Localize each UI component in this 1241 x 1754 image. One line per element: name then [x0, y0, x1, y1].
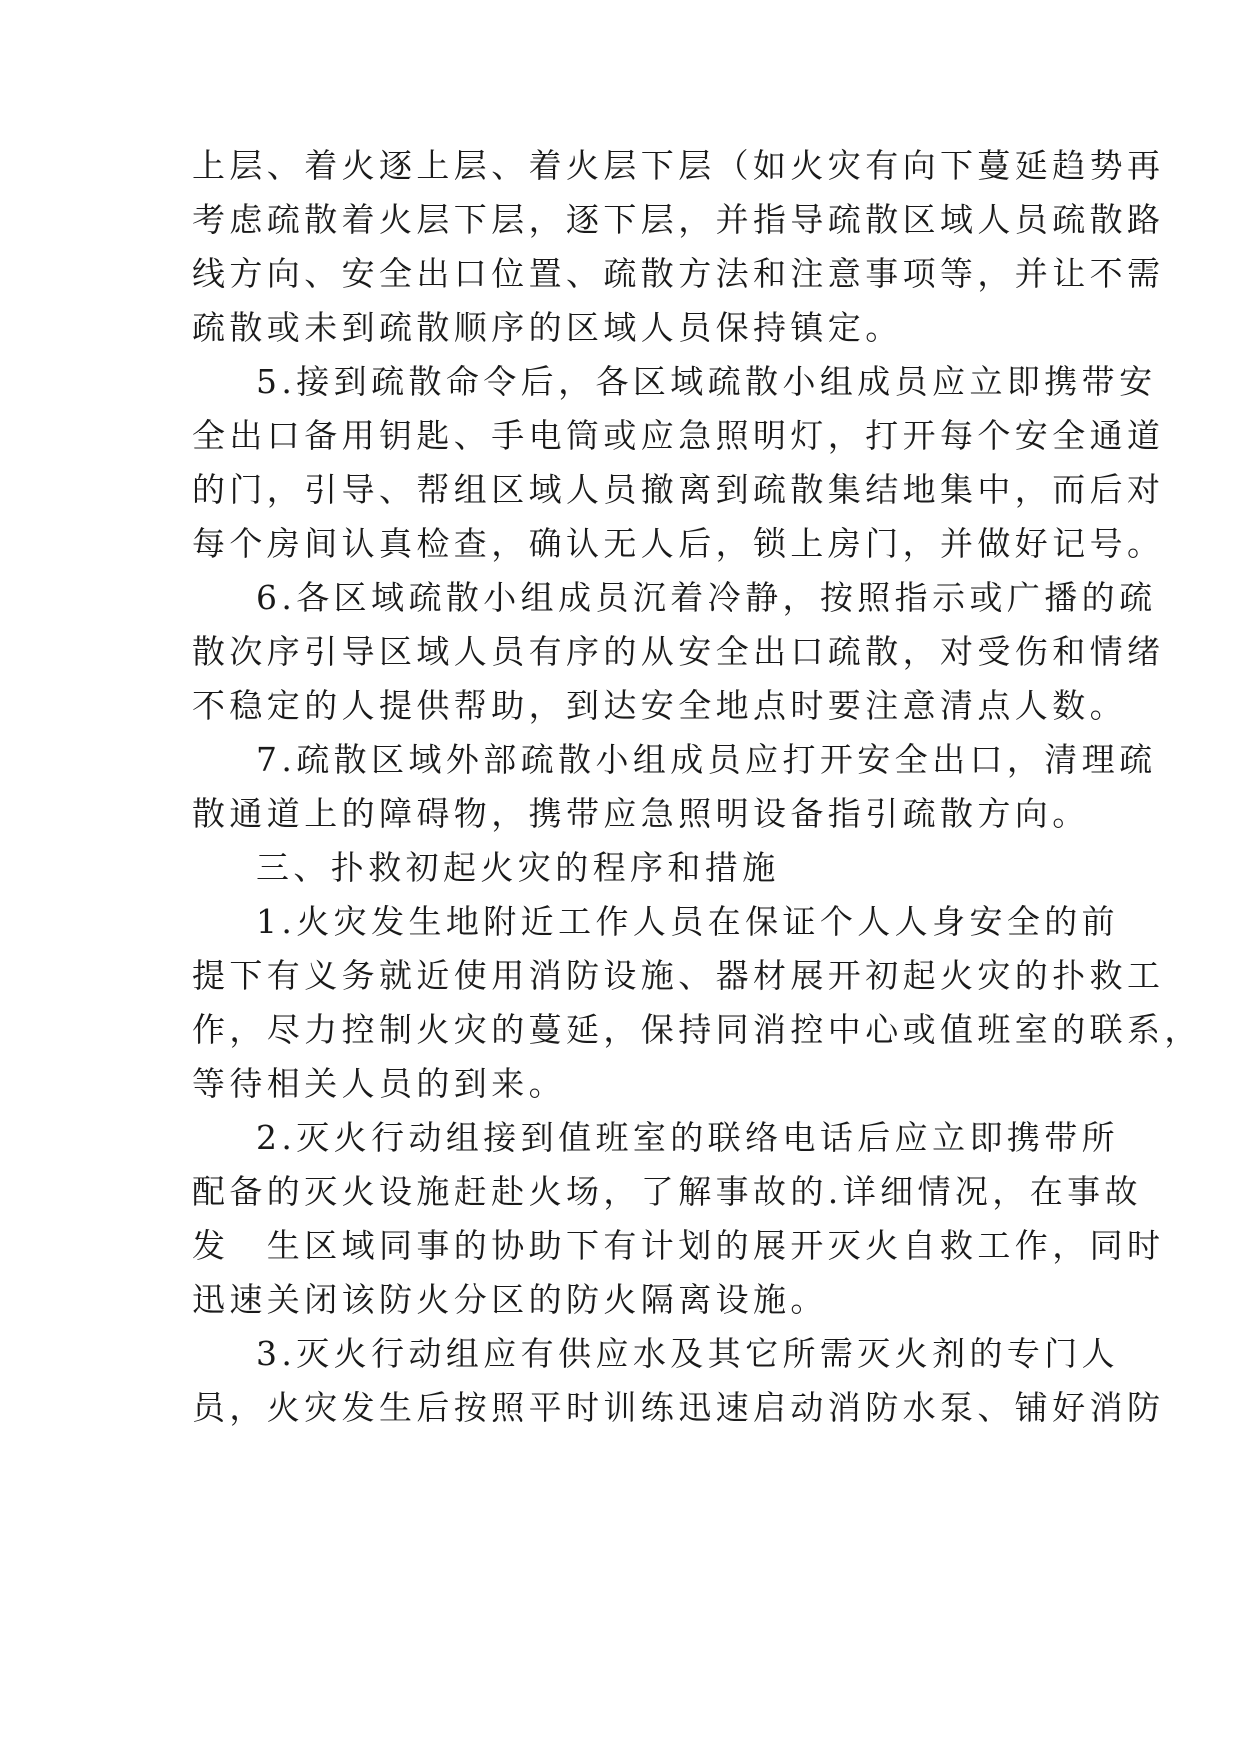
text-line: 散次序引导区域人员有序的从安全出口疏散，对受伤和情绪 [192, 632, 1165, 671]
text-line: 作，尽力控制火灾的蔓延，保持同消控中心或值班室的联系， [192, 1010, 1202, 1049]
paragraph-start: 3.灭火行动组应有供应水及其它所需灭火剂的专门人 [256, 1334, 1120, 1373]
text-line: 发 生区域同事的协助下有计划的展开灭火自救工作，同时 [192, 1226, 1165, 1265]
text-line: 员，火灾发生后按照平时训练迅速启动消防水泵、铺好消防 [192, 1388, 1165, 1427]
text-line: 等待相关人员的到来。 [192, 1064, 566, 1103]
text-line: 散通道上的障碍物，携带应急照明设备指引疏散方向。 [192, 794, 1090, 833]
text-line: 每个房间认真检查，确认无人后，锁上房门，并做好记号。 [192, 524, 1165, 563]
text-line: 配备的灭火设施赶赴火场，了解事故的.详细情况，在事故 [192, 1172, 1142, 1211]
paragraph-start: 7.疏散区域外部疏散小组成员应打开安全出口，清理疏 [256, 740, 1157, 779]
text-line: 全出口备用钥匙、手电筒或应急照明灯，打开每个安全通道 [192, 416, 1165, 455]
paragraph-start: 2.灭火行动组接到值班室的联络电话后应立即携带所 [256, 1118, 1120, 1157]
text-line: 提下有义务就近使用消防设施、器材展开初起火灾的扑救工 [192, 956, 1165, 995]
text-line: 迅速关闭该防火分区的防火隔离设施。 [192, 1280, 828, 1319]
text-line: 疏散或未到疏散顺序的区域人员保持镇定。 [192, 308, 903, 347]
section-heading: 三、扑救初起火灾的程序和措施 [256, 848, 780, 887]
paragraph-start: 1.火灾发生地附近工作人员在保证个人人身安全的前 [256, 902, 1120, 941]
text-line: 的门，引导、帮组区域人员撤离到疏散集结地集中，而后对 [192, 470, 1165, 509]
paragraph-start: 6.各区域疏散小组成员沉着冷静，按照指示或广播的疏 [256, 578, 1157, 617]
text-line: 不稳定的人提供帮助，到达安全地点时要注意清点人数。 [192, 686, 1127, 725]
text-line: 考虑疏散着火层下层，逐下层，并指导疏散区域人员疏散路 [192, 200, 1165, 239]
text-line: 线方向、安全出口位置、疏散方法和注意事项等，并让不需 [192, 254, 1165, 293]
text-line: 上层、着火逐上层、着火层下层（如火灾有向下蔓延趋势再 [192, 146, 1165, 185]
paragraph-start: 5.接到疏散命令后，各区域疏散小组成员应立即携带安 [256, 362, 1157, 401]
